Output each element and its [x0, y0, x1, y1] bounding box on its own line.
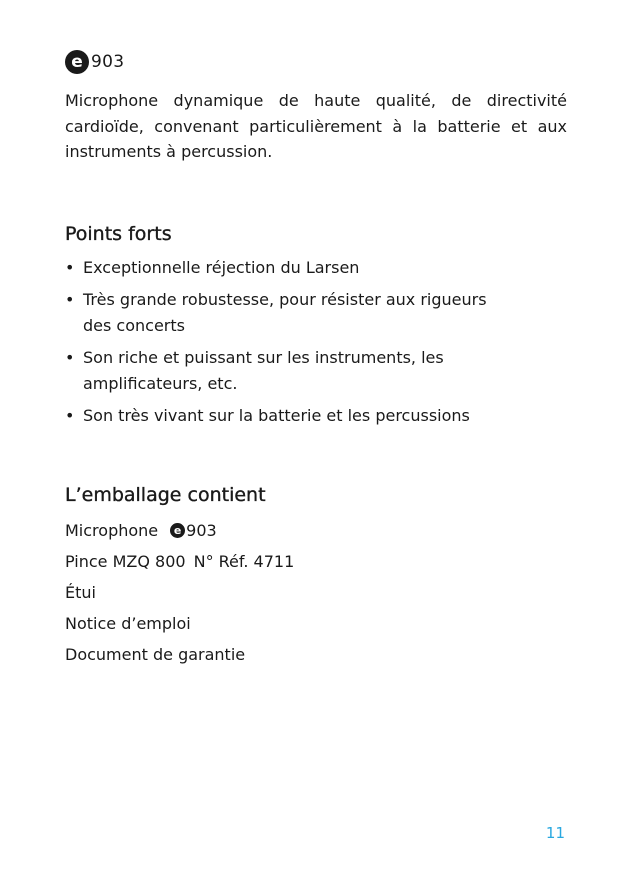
package-item-manual: Notice d’emploi [65, 613, 191, 633]
evolution-logo-icon: e [65, 50, 89, 74]
package-item-case: Étui [65, 582, 96, 602]
list-item-text: Très grande robustesse, pour résister aux rigueurs [83, 290, 487, 309]
page-number: 11 [545, 824, 565, 842]
package-item-microphone [65, 515, 567, 546]
highlights-list [65, 255, 567, 429]
package-list [65, 515, 567, 670]
highlights-heading: Points forts [65, 222, 172, 245]
package-item-text: Pince MZQ 800 [65, 551, 186, 571]
evolution-logo-icon: e [170, 523, 185, 538]
model-number: 903 [91, 52, 125, 72]
package-item-ref: N° Réf. 4711 [193, 551, 295, 571]
list-item [65, 403, 567, 429]
page-content [65, 48, 567, 670]
list-item [65, 287, 567, 338]
list-item-text: Son très vivant sur la batterie et les percussions [83, 406, 470, 425]
package-item-text: Microphone [65, 520, 159, 540]
product-heading [65, 48, 567, 76]
package-heading: L’emballage contient [65, 483, 266, 506]
list-item-text: amplificateurs, etc. [83, 373, 238, 393]
list-item-text: Exceptionnelle réjection du Larsen [83, 257, 360, 277]
list-item [65, 345, 567, 396]
list-item-text: des concerts [83, 315, 185, 335]
package-item-clamp [65, 546, 567, 577]
list-item-text: Son riche et puissant sur les instruments, les [83, 348, 444, 367]
list-item [65, 255, 567, 281]
package-item-model: 903 [186, 520, 217, 540]
package-item-warranty: Document de garantie [65, 644, 246, 664]
intro-paragraph: Microphone dynamique de haute qualité, de directivité cardioïde, convenant particulièrement à la batterie et aux instruments à percussion. [65, 91, 567, 161]
